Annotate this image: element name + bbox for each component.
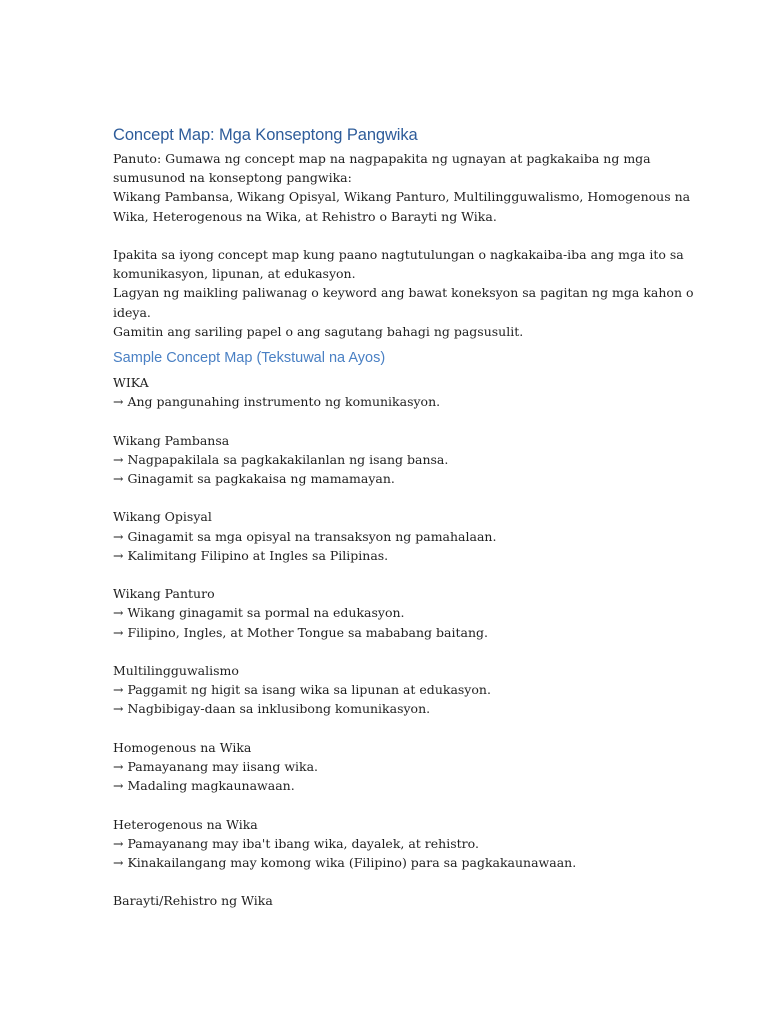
instruction-line: komunikasyon, lipunan, at edukasyon. xyxy=(113,266,356,282)
paragraph-gap xyxy=(113,872,673,891)
concept-point: → Ang pangunahing instrumento ng komunikasyon. xyxy=(113,394,441,410)
paragraph-gap xyxy=(113,642,673,661)
concept-heading: Wikang Pambansa xyxy=(113,432,230,448)
concept-section-heterogenous xyxy=(113,815,673,873)
concept-section-wika xyxy=(113,373,673,411)
concept-point: → Ginagamit sa pagkakaisa ng mamamayan. xyxy=(113,471,395,487)
section-gap xyxy=(113,341,673,349)
instruction-line: Ipakita sa iyong concept map kung paano nagtutulungan o nagkakaiba-iba ang mga ito sa xyxy=(113,247,684,262)
concept-point: → Pamayanang may iba't ibang wika, dayalek, at rehistro. xyxy=(113,835,479,851)
document-page xyxy=(113,125,694,911)
paragraph-gap xyxy=(113,226,673,245)
concept-section-homogenous xyxy=(113,738,673,796)
paragraph-gap xyxy=(113,795,673,814)
intro-paragraph xyxy=(113,149,691,226)
concept-point: → Filipino, Ingles, at Mother Tongue sa mababang baitang. xyxy=(113,624,488,640)
intro-line: Wika, Heterogenous na Wika, at Rehistro o Barayti ng Wika. xyxy=(113,208,497,224)
concept-point: → Nagpapakilala sa pagkakakilanlan ng isang bansa. xyxy=(113,451,449,467)
concept-heading: WIKA xyxy=(113,375,149,391)
concept-point: → Pamayanang may iisang wika. xyxy=(113,759,319,774)
concept-heading: Heterogenous na Wika xyxy=(113,816,258,832)
instruction-line: Gamitin ang sariling papel o ang sagutang bahagi ng pagsusulit. xyxy=(113,323,524,339)
concept-point: → Kinakailangang may komong wika (Filipino) para sa pagkakaunawaan. xyxy=(113,855,577,870)
paragraph-gap xyxy=(113,565,673,584)
paragraph-gap xyxy=(113,411,673,430)
instruction-line: Lagyan ng maikling paliwanag o keyword ang bawat koneksyon sa pagitan ng mga kahon o xyxy=(113,285,694,301)
concept-section-barayti xyxy=(113,891,673,910)
section-subtitle: Sample Concept Map (Tekstuwal na Ayos) xyxy=(113,350,386,367)
intro-line: Panuto: Gumawa ng concept map na nagpapakita ng ugnayan at pagkakaiba ng mga xyxy=(113,151,651,166)
concept-heading: Wikang Opisyal xyxy=(113,509,212,525)
concept-section-wikang-opisyal xyxy=(113,507,673,565)
concept-section-wikang-pambansa xyxy=(113,431,673,489)
concept-section-wikang-panturo xyxy=(113,584,673,642)
instruction-paragraph xyxy=(113,245,694,341)
paragraph-gap xyxy=(113,719,673,738)
concept-point: → Wikang ginagamit sa pormal na edukasyon. xyxy=(113,605,405,621)
concept-section-multilingguwalismo xyxy=(113,661,673,719)
concept-point: → Nagbibigay-daan sa inklusibong komunikasyon. xyxy=(113,701,431,717)
concept-heading: Barayti/Rehistro ng Wika xyxy=(113,893,273,909)
paragraph-gap xyxy=(113,488,673,507)
concept-point: → Madaling magkaunawaan. xyxy=(113,778,295,794)
intro-line: Wikang Pambansa, Wikang Opisyal, Wikang Panturo, Multilingguwalismo, Homogenous na xyxy=(113,189,691,205)
document-title: Concept Map: Mga Konseptong Pangwika xyxy=(113,126,418,144)
intro-line: sumusunod na konseptong pangwika: xyxy=(113,170,352,186)
concept-point: → Kalimitang Filipino at Ingles sa Pilipinas. xyxy=(113,547,389,563)
concept-heading: Homogenous na Wika xyxy=(113,739,252,755)
concept-heading: Wikang Panturo xyxy=(113,586,215,602)
instruction-line: ideya. xyxy=(113,304,151,320)
concept-point: → Ginagamit sa mga opisyal na transaksyon ng pamahalaan. xyxy=(113,528,497,544)
concept-point: → Paggamit ng higit sa isang wika sa lipunan at edukasyon. xyxy=(113,682,491,698)
concept-heading: Multilingguwalismo xyxy=(113,663,239,678)
